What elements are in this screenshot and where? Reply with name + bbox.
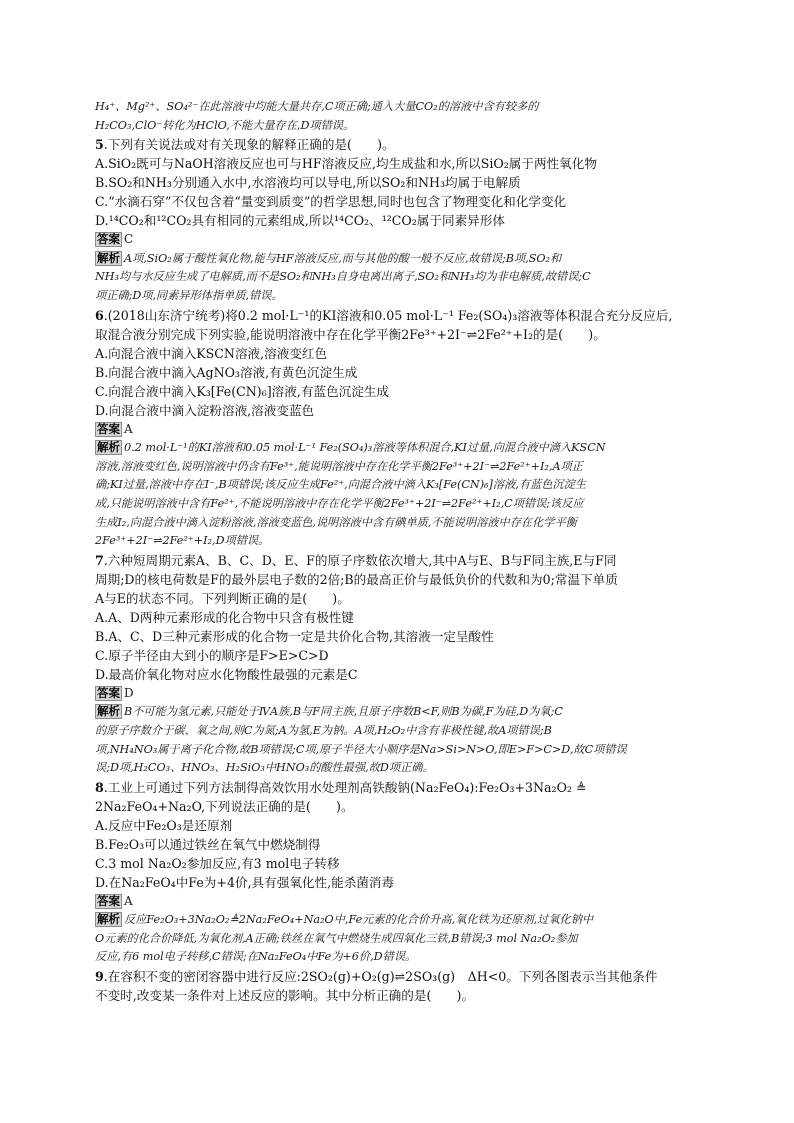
question-text: A.SiO₂既可与NaOH溶液反应也可与HF溶液反应,均生成盐和水,所以SiO₂属于两性氧化物 (95, 156, 597, 172)
question-line (95, 570, 700, 589)
explanation-text: 项正确;D项,同素异形体指单质,错误。 (95, 288, 283, 302)
question-text: C.向混合液中滴入K₃[Fe(CN)₆]溶液,有蓝色沉淀生成 (95, 383, 390, 399)
question-text: B.Fe₂O₃可以通过铁丝在氧气中燃烧制得 (95, 836, 321, 852)
explanation-line (95, 722, 700, 741)
explanation-text: 生成I₂,向混合液中滴入淀粉溶液,溶液变蓝色,说明溶液中含有碘单质,不能说明溶液中存在化学平衡 (95, 515, 577, 529)
answer-line (95, 892, 700, 912)
explanation-tag: 解析 (97, 912, 120, 927)
explanation-text: B不可能为氢元素,只能处于ⅣA族,B与F同主族,且原子序数B<F,则B为碳,F为硅,D为氧;C (124, 705, 563, 719)
explanation-line (95, 948, 700, 967)
explanation-tag: 解析 (97, 704, 120, 719)
question-line (95, 325, 700, 344)
document-page (95, 98, 700, 1005)
question-stem-line (95, 551, 700, 570)
explanation-line (95, 703, 700, 722)
question-text: A.向混合液中滴入KSCN溶液,溶液变红色 (95, 345, 328, 361)
explanation-line (95, 98, 700, 117)
explanation-line (95, 476, 700, 495)
question-number: 9 (95, 969, 104, 985)
question-text: 2Na₂FeO₄+Na₂O,下列说法正确的是( )。 (95, 798, 354, 814)
answer-text: C (124, 232, 134, 247)
question-line (95, 873, 700, 892)
answer-tag: 答案 (97, 421, 120, 436)
answer-tag: 答案 (97, 893, 120, 908)
question-line (95, 173, 700, 192)
question-text: .(2018山东济宁统考)将0.2 mol·L⁻¹的KI溶液和0.05 mol·L⁻¹ Fe₂(SO₄)₃溶液等体积混合充分反应后, (103, 307, 673, 323)
question-number: 5 (95, 137, 104, 153)
explanation-line (95, 532, 700, 551)
question-text: A.A、D两种元素形成的化合物中只含有极性键 (95, 609, 354, 625)
explanation-text: 0.2 mol·L⁻¹的KI溶液和0.05 mol·L⁻¹ Fe₂(SO₄)₃溶液等体积混合,KI过量,向混合液中滴入KSCN (124, 441, 606, 455)
answer-tag: 答案 (97, 685, 120, 700)
question-text: C.3 mol Na₂O₂参加反应,有3 mol电子转移 (95, 855, 340, 871)
question-text: B.A、C、D三种元素形成的化合物一定是共价化合物,其溶液一定呈酸性 (95, 628, 494, 644)
explanation-text: H₄⁺、Mg²⁺、SO₄²⁻在此溶液中均能大量共存,C项正确;通入大量CO₂的溶液中含有较多的 (95, 100, 539, 113)
explanation-line (95, 439, 700, 458)
explanation-line (95, 287, 700, 306)
question-text: D.向混合液中滴入淀粉溶液,溶液变蓝色 (95, 402, 315, 418)
question-line (95, 835, 700, 854)
explanation-line (95, 117, 700, 136)
question-line (95, 211, 700, 230)
question-line (95, 382, 700, 401)
explanation-text: O元素的化合价降低,为氧化剂,A正确;铁丝在氧气中燃烧生成四氧化三铁,B错误;3 mol Na₂O₂参加 (95, 931, 578, 945)
question-line (95, 646, 700, 665)
question-text: B.SO₂和NH₃分别通入水中,水溶液均可以导电,所以SO₂和NH₃均属于电解质 (95, 175, 521, 191)
question-text: 周期;D的核电荷数是F的最外层电子数的2倍;B的最高正价与最低负价的代数和为0;常温下单质 (95, 571, 618, 587)
question-line (95, 986, 700, 1005)
question-text: C.“水滴石穿”不仅包含着“量变到质变”的哲学思想,同时也包含了物理变化和化学变化 (95, 194, 567, 210)
explanation-line (95, 495, 700, 514)
question-text: .下列有关说法或对有关现象的解释正确的是( )。 (103, 137, 395, 153)
question-text: B.向混合液中滴入AgNO₃溶液,有黄色沉淀生成 (95, 364, 358, 380)
explanation-text: H₂CO₃,ClO⁻转化为HClO,不能大量存在,D项错误。 (95, 118, 355, 132)
question-number: 7 (95, 552, 104, 568)
question-line (95, 363, 700, 382)
explanation-tag: 解析 (97, 440, 120, 455)
question-stem-line (95, 306, 700, 325)
question-stem-line (95, 135, 700, 154)
explanation-line (95, 250, 700, 269)
explanation-line (95, 458, 700, 477)
question-line (95, 154, 700, 173)
question-text: D.在Na₂FeO₄中Fe为+4价,具有强氧化性,能杀菌消毒 (95, 874, 395, 890)
answer-tag: 答案 (97, 232, 120, 247)
explanation-text: A项,SiO₂属于酸性氧化物,能与HF溶液反应,而与其他的酸一般不反应,故错误;B项,SO₂和 (124, 251, 562, 265)
answer-line (95, 230, 700, 250)
question-text: C.原子半径由大到小的顺序是F>E>C>D (95, 647, 329, 663)
explanation-tag: 解析 (97, 250, 120, 265)
question-line (95, 816, 700, 835)
answer-line (95, 684, 700, 704)
explanation-line (95, 268, 700, 287)
explanation-line (95, 759, 700, 778)
explanation-text: 项,NH₄NO₃属于离子化合物,故B项错误;C项,原子半径大小顺序是Na>Si>N>O,即E>F>C>D,故C项错误 (95, 742, 627, 756)
answer-text: A (124, 893, 133, 908)
question-text: A.反应中Fe₂O₃是还原剂 (95, 817, 233, 833)
question-line (95, 344, 700, 363)
explanation-text: 反应,有6 mol电子转移,C错误;在Na₂FeO₄中Fe为+6价,D错误。 (95, 950, 417, 964)
explanation-text: 误;D项,H₂CO₃、HNO₃、H₂SiO₃中HNO₃的酸性最强,故D项正确。 (95, 761, 434, 775)
question-text: .工业上可通过下列方法制得高效饮用水处理剂高铁酸钠(Na₂FeO₄):Fe₂O₃+3Na₂O₂ ≜ (103, 779, 587, 795)
question-stem-line (95, 778, 700, 797)
question-text: D.¹⁴CO₂和¹²CO₂具有相同的元素组成,所以¹⁴CO₂、¹²CO₂属于同素异形体 (95, 213, 505, 229)
explanation-text: 成,只能说明溶液中含有Fe²⁺,不能说明溶液中存在化学平衡2Fe³⁺+2I⁻⇌2Fe²⁺+I₂,C项错误;该反应 (95, 496, 584, 510)
explanation-text: 反应Fe₂O₃+3Na₂O₂≜2Na₂FeO₄+Na₂O中,Fe元素的化合价升高,氧化铁为还原剂,过氧化钠中 (124, 913, 594, 927)
question-line (95, 854, 700, 873)
question-line (95, 608, 700, 627)
question-text: .在容积不变的密闭容器中进行反应:2SO₂(g)+O₂(g)⇌2SO₃(g) ΔH<0。下列各图表示当其他条件 (103, 969, 658, 985)
explanation-text: 确;KI过量,溶液中存在I⁻,B项错误;该反应生成Fe²⁺,向混合液中滴入K₃[Fe(CN)₆]溶液,有蓝色沉淀生 (95, 478, 586, 492)
answer-text: D (124, 685, 134, 700)
explanation-text: 溶液,溶液变红色,说明溶液中仍含有Fe³⁺,能说明溶液中存在化学平衡2Fe³⁺+2I⁻⇌2Fe²⁺+I₂,A项正 (95, 459, 583, 473)
explanation-line (95, 930, 700, 949)
question-line (95, 192, 700, 211)
question-number: 6 (95, 307, 104, 323)
question-text: D.最高价氧化物对应水化物酸性最强的元素是C (95, 666, 358, 682)
explanation-text: 2Fe³⁺+2I⁻⇌2Fe²⁺+I₂,D项错误。 (95, 534, 270, 548)
question-line (95, 627, 700, 646)
question-line (95, 401, 700, 420)
question-text: 取混合液分别完成下列实验,能说明溶液中存在化学平衡2Fe³⁺+2I⁻⇌2Fe²⁺+I₂的是( )。 (95, 326, 606, 342)
question-stem-line (95, 967, 700, 986)
question-line (95, 797, 700, 816)
question-line (95, 589, 700, 608)
answer-text: A (124, 421, 133, 436)
explanation-line (95, 514, 700, 533)
explanation-line (95, 911, 700, 930)
question-text: A与E的状态不同。下列判断正确的是( )。 (95, 590, 350, 606)
answer-line (95, 420, 700, 440)
question-line (95, 665, 700, 684)
explanation-text: NH₃均与水反应生成了电解质,而不是SO₂和NH₃自身电离出离子,SO₂和NH₃均为非电解质,故错误;C (95, 270, 591, 284)
question-text: .六种短周期元素A、B、C、D、E、F的原子序数依次增大,其中A与E、B与F同主族,E与F同 (103, 552, 617, 568)
explanation-text: 的原子序数介于碳、氧之间,则C为氮;A为氢,E为钠。A项,H₂O₂中含有非极性键,故A项错误;B (95, 723, 552, 737)
explanation-line (95, 741, 700, 760)
question-number: 8 (95, 779, 104, 795)
question-text: 不变时,改变某一条件对上述反应的影响。其中分析正确的是( )。 (95, 988, 475, 1004)
